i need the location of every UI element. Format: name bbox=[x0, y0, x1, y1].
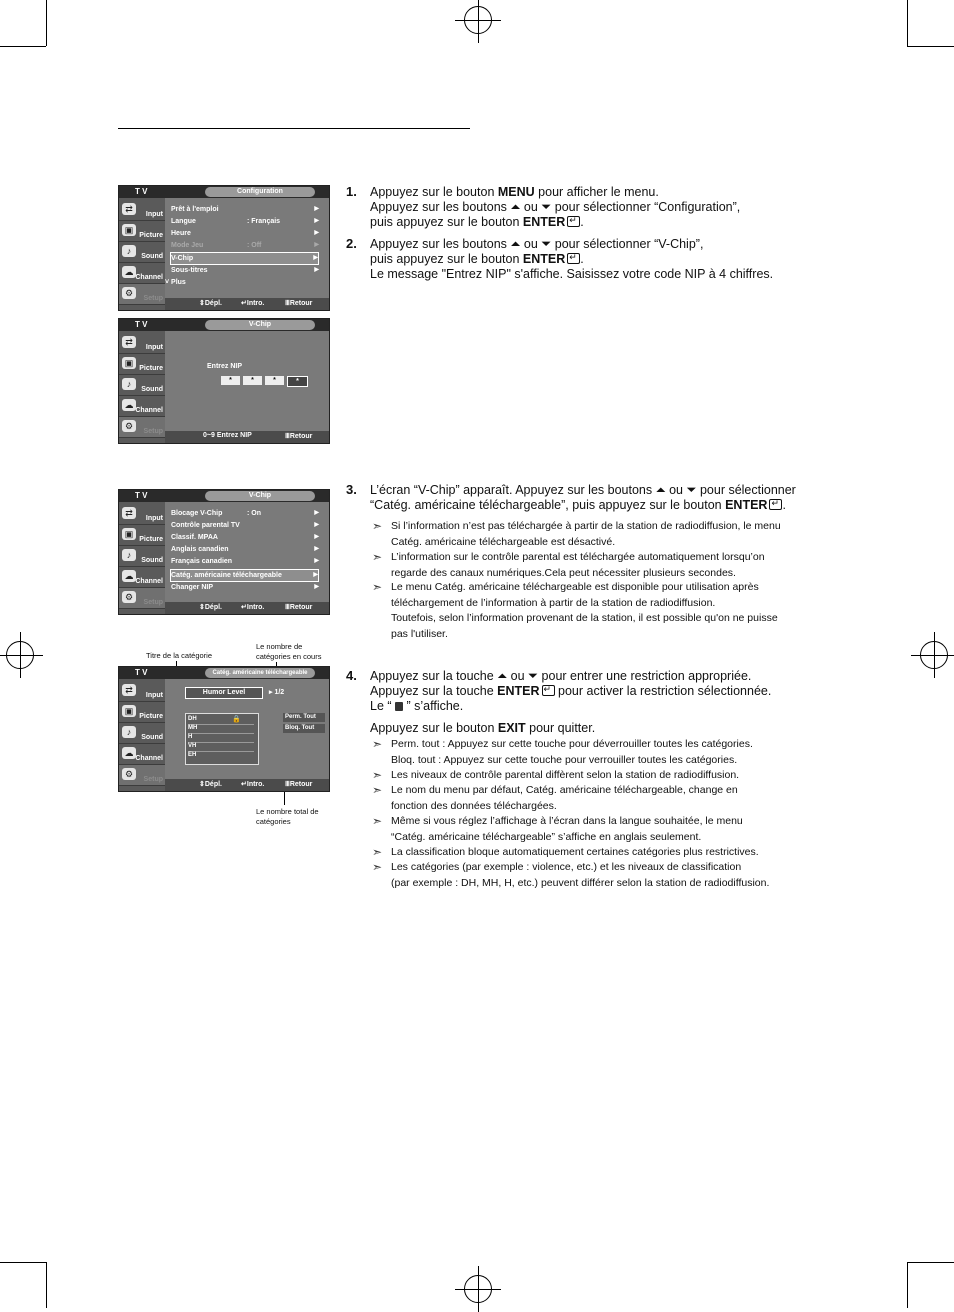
hint-move: ⇕ Dépl. bbox=[199, 300, 222, 307]
menu-item[interactable]: Anglais canadien ▶ bbox=[171, 546, 319, 553]
menu-item: Mode Jeu : Off ▶ bbox=[171, 242, 319, 249]
enter-icon bbox=[567, 216, 580, 227]
sidebar-item-channel[interactable]: ☁ Channel bbox=[119, 567, 165, 588]
channel-icon: ☁ bbox=[122, 266, 136, 278]
hint-return: Ⅲ Retour bbox=[285, 781, 313, 788]
hint-return: Ⅲ Retour bbox=[285, 433, 313, 440]
channel-icon: ☁ bbox=[122, 570, 136, 582]
caption-total-count: Le nombre total de catégories bbox=[256, 807, 319, 826]
caption-category-title: Titre de la catégorie bbox=[146, 651, 213, 660]
step-number: 2. bbox=[346, 236, 357, 251]
rating-list bbox=[185, 713, 259, 765]
section-rule bbox=[118, 128, 470, 129]
sidebar-item-setup[interactable]: ⚙ Setup bbox=[119, 765, 165, 786]
step-text: Appuyez sur les boutons ⏶ ou ⏷ pour sélectionner “Configuration”, bbox=[370, 200, 741, 214]
arrow-up-icon: ⏶ bbox=[510, 237, 521, 251]
pin-digit-active[interactable]: * bbox=[287, 376, 308, 387]
hint-move: ⇕ Dépl. bbox=[199, 781, 222, 788]
menu-item[interactable]: Prêt à l'emploi ▶ bbox=[171, 206, 319, 213]
osd-bottom-bar bbox=[165, 779, 329, 791]
arrow-right-icon: ▶ bbox=[314, 534, 319, 540]
osd-bottom-bar bbox=[165, 298, 329, 310]
picture-icon: ▣ bbox=[122, 528, 136, 540]
sidebar-item-sound[interactable]: ♪ Sound bbox=[119, 546, 165, 567]
osd-tv-label: T V bbox=[135, 187, 148, 196]
sound-icon: ♪ bbox=[122, 378, 136, 390]
note-marker-icon: ➣ bbox=[372, 737, 383, 751]
sidebar-item-sound[interactable]: ♪ Sound bbox=[119, 375, 165, 396]
arrow-right-icon: ▶ bbox=[314, 230, 319, 236]
registration-mark bbox=[464, 6, 492, 34]
osd-title: Catég. américaine téléchargeable bbox=[205, 668, 315, 678]
hint-move: ⇕ Dépl. bbox=[199, 604, 222, 611]
crop-mark bbox=[907, 0, 908, 46]
step-text: Le message "Entrez NIP" s'affiche. Saisissez votre code NIP à 4 chiffres. bbox=[370, 267, 774, 281]
rating-row[interactable]: H bbox=[188, 734, 254, 743]
picture-icon: ▣ bbox=[122, 357, 136, 369]
arrow-right-icon: ▶ bbox=[314, 522, 319, 528]
osd-tv-label: T V bbox=[135, 668, 148, 677]
registration-mark bbox=[6, 641, 34, 669]
note-marker-icon: ➣ bbox=[372, 860, 383, 874]
arrow-right-icon: ▶ bbox=[313, 255, 318, 261]
lock-icon: 🔒 bbox=[232, 716, 241, 723]
osd-tv-label: T V bbox=[135, 491, 148, 500]
arrow-right-icon: ▶ bbox=[314, 206, 319, 212]
menu-item-selected[interactable]: V-Chip ▶ bbox=[170, 252, 319, 265]
sidebar-item-picture[interactable]: ▣ Picture bbox=[119, 525, 165, 546]
menu-item[interactable]: ˅ Plus bbox=[165, 279, 186, 286]
hint-return: Ⅲ Retour bbox=[285, 300, 313, 307]
crop-mark bbox=[0, 1262, 46, 1263]
note: Le nom du menu par défaut, Catég. américaine téléchargeable, change en fonction des données téléchargées. bbox=[391, 784, 738, 812]
menu-item-selected[interactable]: Catég. américaine téléchargeable ▶ bbox=[170, 569, 319, 582]
step-text: L’écran “V-Chip” apparaît. Appuyez sur les boutons ⏶ ou ⏷ pour sélectionner bbox=[370, 483, 796, 497]
hint-enter: ↵ Intro. bbox=[241, 300, 265, 307]
arrow-down-icon: ⏷ bbox=[686, 483, 697, 497]
category-count: ▸ 1/2 bbox=[269, 689, 285, 696]
note: Perm. tout : Appuyez sur cette touche pour déverrouiller toutes les catégories. Bloq. tout : Appuyez sur cette touche pour verrouiller toutes les catégories. bbox=[391, 738, 753, 766]
osd-title: V-Chip bbox=[205, 491, 315, 501]
pin-digit[interactable]: * bbox=[265, 376, 284, 385]
sound-icon: ♪ bbox=[122, 245, 136, 257]
sidebar-item-sound[interactable]: ♪ Sound bbox=[119, 723, 165, 744]
arrow-right-icon: ▶ bbox=[314, 546, 319, 552]
arrow-down-icon: ⏷ bbox=[528, 669, 539, 683]
sidebar-item-input[interactable]: ⇄ Input bbox=[119, 333, 165, 354]
step-text: Le “ ” s’affiche. bbox=[370, 699, 464, 713]
note: Les niveaux de contrôle parental diffèrent selon la station de radiodiffusion. bbox=[391, 769, 740, 781]
arrow-right-icon: ▶ bbox=[314, 558, 319, 564]
sidebar-item-picture[interactable]: ▣ Picture bbox=[119, 702, 165, 723]
step-text: Appuyez sur la touche ENTER↵ pour activer la restriction sélectionnée. bbox=[370, 684, 771, 699]
rating-row[interactable]: EH bbox=[188, 752, 197, 758]
crop-mark bbox=[907, 1262, 954, 1263]
sidebar-item-input[interactable]: ⇄ Input bbox=[119, 681, 165, 702]
osd-sidebar bbox=[119, 198, 165, 310]
input-icon: ⇄ bbox=[122, 507, 136, 519]
sound-icon: ♪ bbox=[122, 726, 136, 738]
note: Les catégories (par exemple : violence, etc.) et les niveaux de classification (par exemple : DH, MH, H, etc.) peuvent différer selon la station de radiodiffusion. bbox=[391, 861, 770, 889]
pin-digit[interactable]: * bbox=[221, 376, 240, 385]
hint-return: Ⅲ Retour bbox=[285, 604, 313, 611]
arrow-right-icon: ▶ bbox=[313, 572, 318, 578]
note: Même si vous réglez l’affichage à l’écran dans la langue souhaitée, le menu “Catég. américaine téléchargeable” s’affiche en anglais seulement. bbox=[391, 815, 743, 843]
channel-icon: ☁ bbox=[122, 399, 136, 411]
registration-mark bbox=[464, 1275, 492, 1303]
setup-icon: ⚙ bbox=[122, 420, 136, 432]
step-text: Appuyez sur la touche ⏶ ou ⏷ pour entrer une restriction appropriée. bbox=[370, 669, 752, 683]
sidebar-item-channel[interactable]: ☁ Channel bbox=[119, 396, 165, 417]
setup-icon: ⚙ bbox=[122, 768, 136, 780]
registration-mark bbox=[920, 641, 948, 669]
menu-item[interactable]: Blocage V-Chip : On ▶ bbox=[171, 510, 319, 517]
channel-icon: ☁ bbox=[122, 747, 136, 759]
crop-mark bbox=[907, 46, 954, 47]
arrow-right-icon: ▶ bbox=[314, 510, 319, 516]
sidebar-item-setup[interactable]: ⚙ Setup bbox=[119, 284, 165, 305]
input-icon: ⇄ bbox=[122, 684, 136, 696]
osd-screen-pin bbox=[118, 318, 330, 444]
menu-item[interactable]: Français canadien ▶ bbox=[171, 558, 319, 565]
hint-enter-pin: 0~9 Entrez NIP bbox=[203, 432, 252, 439]
pin-digit[interactable]: * bbox=[243, 376, 262, 385]
osd-rating-panel bbox=[165, 679, 329, 779]
arrow-right-icon: ▶ bbox=[314, 584, 319, 590]
menu-item[interactable]: Sous-titres ▶ bbox=[171, 267, 319, 274]
sidebar-item-input[interactable]: ⇄ Input bbox=[119, 504, 165, 525]
pin-prompt: Entrez NIP bbox=[207, 363, 243, 370]
sidebar-item-sound[interactable]: ♪ Sound bbox=[119, 242, 165, 263]
rating-row[interactable]: MH bbox=[188, 725, 254, 734]
arrow-right-icon: ▶ bbox=[314, 267, 319, 273]
setup-icon: ⚙ bbox=[122, 287, 136, 299]
enter-icon bbox=[567, 253, 580, 264]
note-marker-icon: ➣ bbox=[372, 814, 383, 828]
picture-icon: ▣ bbox=[122, 705, 136, 717]
note-marker-icon: ➣ bbox=[372, 519, 383, 533]
step-number: 4. bbox=[346, 668, 357, 683]
arrow-up-icon: ⏶ bbox=[655, 483, 666, 497]
input-icon: ⇄ bbox=[122, 336, 136, 348]
rating-row[interactable]: DH 🔒 bbox=[188, 716, 254, 725]
osd-screen-vchip bbox=[118, 489, 330, 615]
note-marker-icon: ➣ bbox=[372, 580, 383, 594]
hint-enter: ↵ Intro. bbox=[241, 781, 265, 788]
osd-sidebar bbox=[119, 331, 165, 443]
step-text: puis appuyez sur le bouton ENTER↵ . bbox=[370, 215, 584, 230]
step-text: Appuyez sur le bouton EXIT pour quitter. bbox=[370, 721, 596, 735]
sound-icon: ♪ bbox=[122, 549, 136, 561]
osd-menu bbox=[165, 198, 329, 298]
crop-mark bbox=[46, 1262, 47, 1308]
rating-row[interactable]: VH bbox=[188, 743, 254, 752]
step-text: Appuyez sur le bouton MENU pour afficher le menu. bbox=[370, 185, 659, 199]
note: Si l’information n’est pas téléchargée à partir de la station de radiodiffusion, le menu Catég. américaine téléchargeable est désactivé. bbox=[391, 520, 781, 548]
step-number: 1. bbox=[346, 184, 357, 199]
crop-mark bbox=[0, 46, 46, 47]
category-title[interactable]: Humor Level bbox=[185, 687, 263, 699]
setup-icon: ⚙ bbox=[122, 591, 136, 603]
menu-item[interactable]: Changer NIP ▶ bbox=[171, 584, 319, 591]
picture-icon: ▣ bbox=[122, 224, 136, 236]
osd-tv-label: T V bbox=[135, 320, 148, 329]
step-text: puis appuyez sur le bouton ENTER↵ . bbox=[370, 252, 584, 267]
sidebar-item-channel[interactable]: ☁ Channel bbox=[119, 744, 165, 765]
permit-all-button[interactable]: Perm. Tout bbox=[283, 713, 325, 722]
enter-icon bbox=[769, 499, 782, 510]
hint-enter: ↵ Intro. bbox=[241, 604, 265, 611]
sidebar-item-setup[interactable]: ⚙ Setup bbox=[119, 417, 165, 438]
menu-item[interactable]: Classif. MPAA ▶ bbox=[171, 534, 319, 541]
osd-bottom-bar bbox=[165, 431, 329, 443]
osd-menu bbox=[165, 502, 329, 602]
note-marker-icon: ➣ bbox=[372, 768, 383, 782]
menu-item[interactable]: Contrôle parental TV ▶ bbox=[171, 522, 319, 529]
chevron-down-icon: ˅ bbox=[165, 279, 172, 286]
note-marker-icon: ➣ bbox=[372, 783, 383, 797]
block-all-button[interactable]: Bloq. Tout bbox=[283, 724, 325, 733]
step-text: Appuyez sur les boutons ⏶ ou ⏷ pour sélectionner “V-Chip”, bbox=[370, 237, 704, 251]
note-marker-icon: ➣ bbox=[372, 845, 383, 859]
sidebar-item-setup[interactable]: ⚙ Setup bbox=[119, 588, 165, 609]
step-number: 3. bbox=[346, 482, 357, 497]
arrow-right-icon: ▶ bbox=[314, 242, 319, 248]
arrow-up-icon: ⏶ bbox=[510, 200, 521, 214]
osd-screen-downloadable bbox=[118, 666, 330, 792]
osd-title: V-Chip bbox=[205, 320, 315, 330]
arrow-up-icon: ⏶ bbox=[497, 669, 508, 683]
osd-sidebar bbox=[119, 502, 165, 614]
osd-screen-configuration bbox=[118, 185, 330, 311]
arrow-down-icon: ⏷ bbox=[541, 200, 552, 214]
note-marker-icon: ➣ bbox=[372, 550, 383, 564]
sidebar-item-channel[interactable]: ☁ Channel bbox=[119, 263, 165, 284]
sidebar-item-picture[interactable]: ▣ Picture bbox=[119, 354, 165, 375]
osd-pin-panel bbox=[165, 331, 329, 431]
note: La classification bloque automatiquement certaines catégories plus restrictives. bbox=[391, 846, 759, 858]
menu-item[interactable]: Langue : Français ▶ bbox=[171, 218, 319, 225]
arrow-down-icon: ⏷ bbox=[541, 237, 552, 251]
sidebar-item-input[interactable]: ⇄ Input bbox=[119, 200, 165, 221]
arrow-right-icon: ▶ bbox=[314, 218, 319, 224]
menu-item[interactable]: Heure ▶ bbox=[171, 230, 319, 237]
sidebar-item-picture[interactable]: ▣ Picture bbox=[119, 221, 165, 242]
enter-icon bbox=[542, 685, 555, 696]
input-icon: ⇄ bbox=[122, 203, 136, 215]
osd-title: Configuration bbox=[205, 187, 315, 197]
step-text: “Catég. américaine téléchargeable”, puis appuyez sur le bouton ENTER↵ . bbox=[370, 498, 786, 513]
osd-sidebar bbox=[119, 679, 165, 791]
crop-mark bbox=[46, 0, 47, 46]
crop-mark bbox=[907, 1262, 908, 1308]
lock-icon bbox=[395, 702, 403, 711]
caption-current-count: Le nombre de catégories en cours bbox=[256, 642, 322, 661]
osd-bottom-bar bbox=[165, 602, 329, 614]
note: L’information sur le contrôle parental est téléchargée automatiquement lorsqu’on regarde des canaux numériques.Cela peut nécessiter plusieurs secondes. bbox=[391, 551, 765, 579]
note: Le menu Catég. américaine téléchargeable est disponible pour utilisation après téléchargement de l’information à partir de la station de radiodiffusion. Toutefois, selon l’information provenant de la station, il est possible qu'on ne puisse pas l'utiliser. bbox=[391, 581, 778, 640]
